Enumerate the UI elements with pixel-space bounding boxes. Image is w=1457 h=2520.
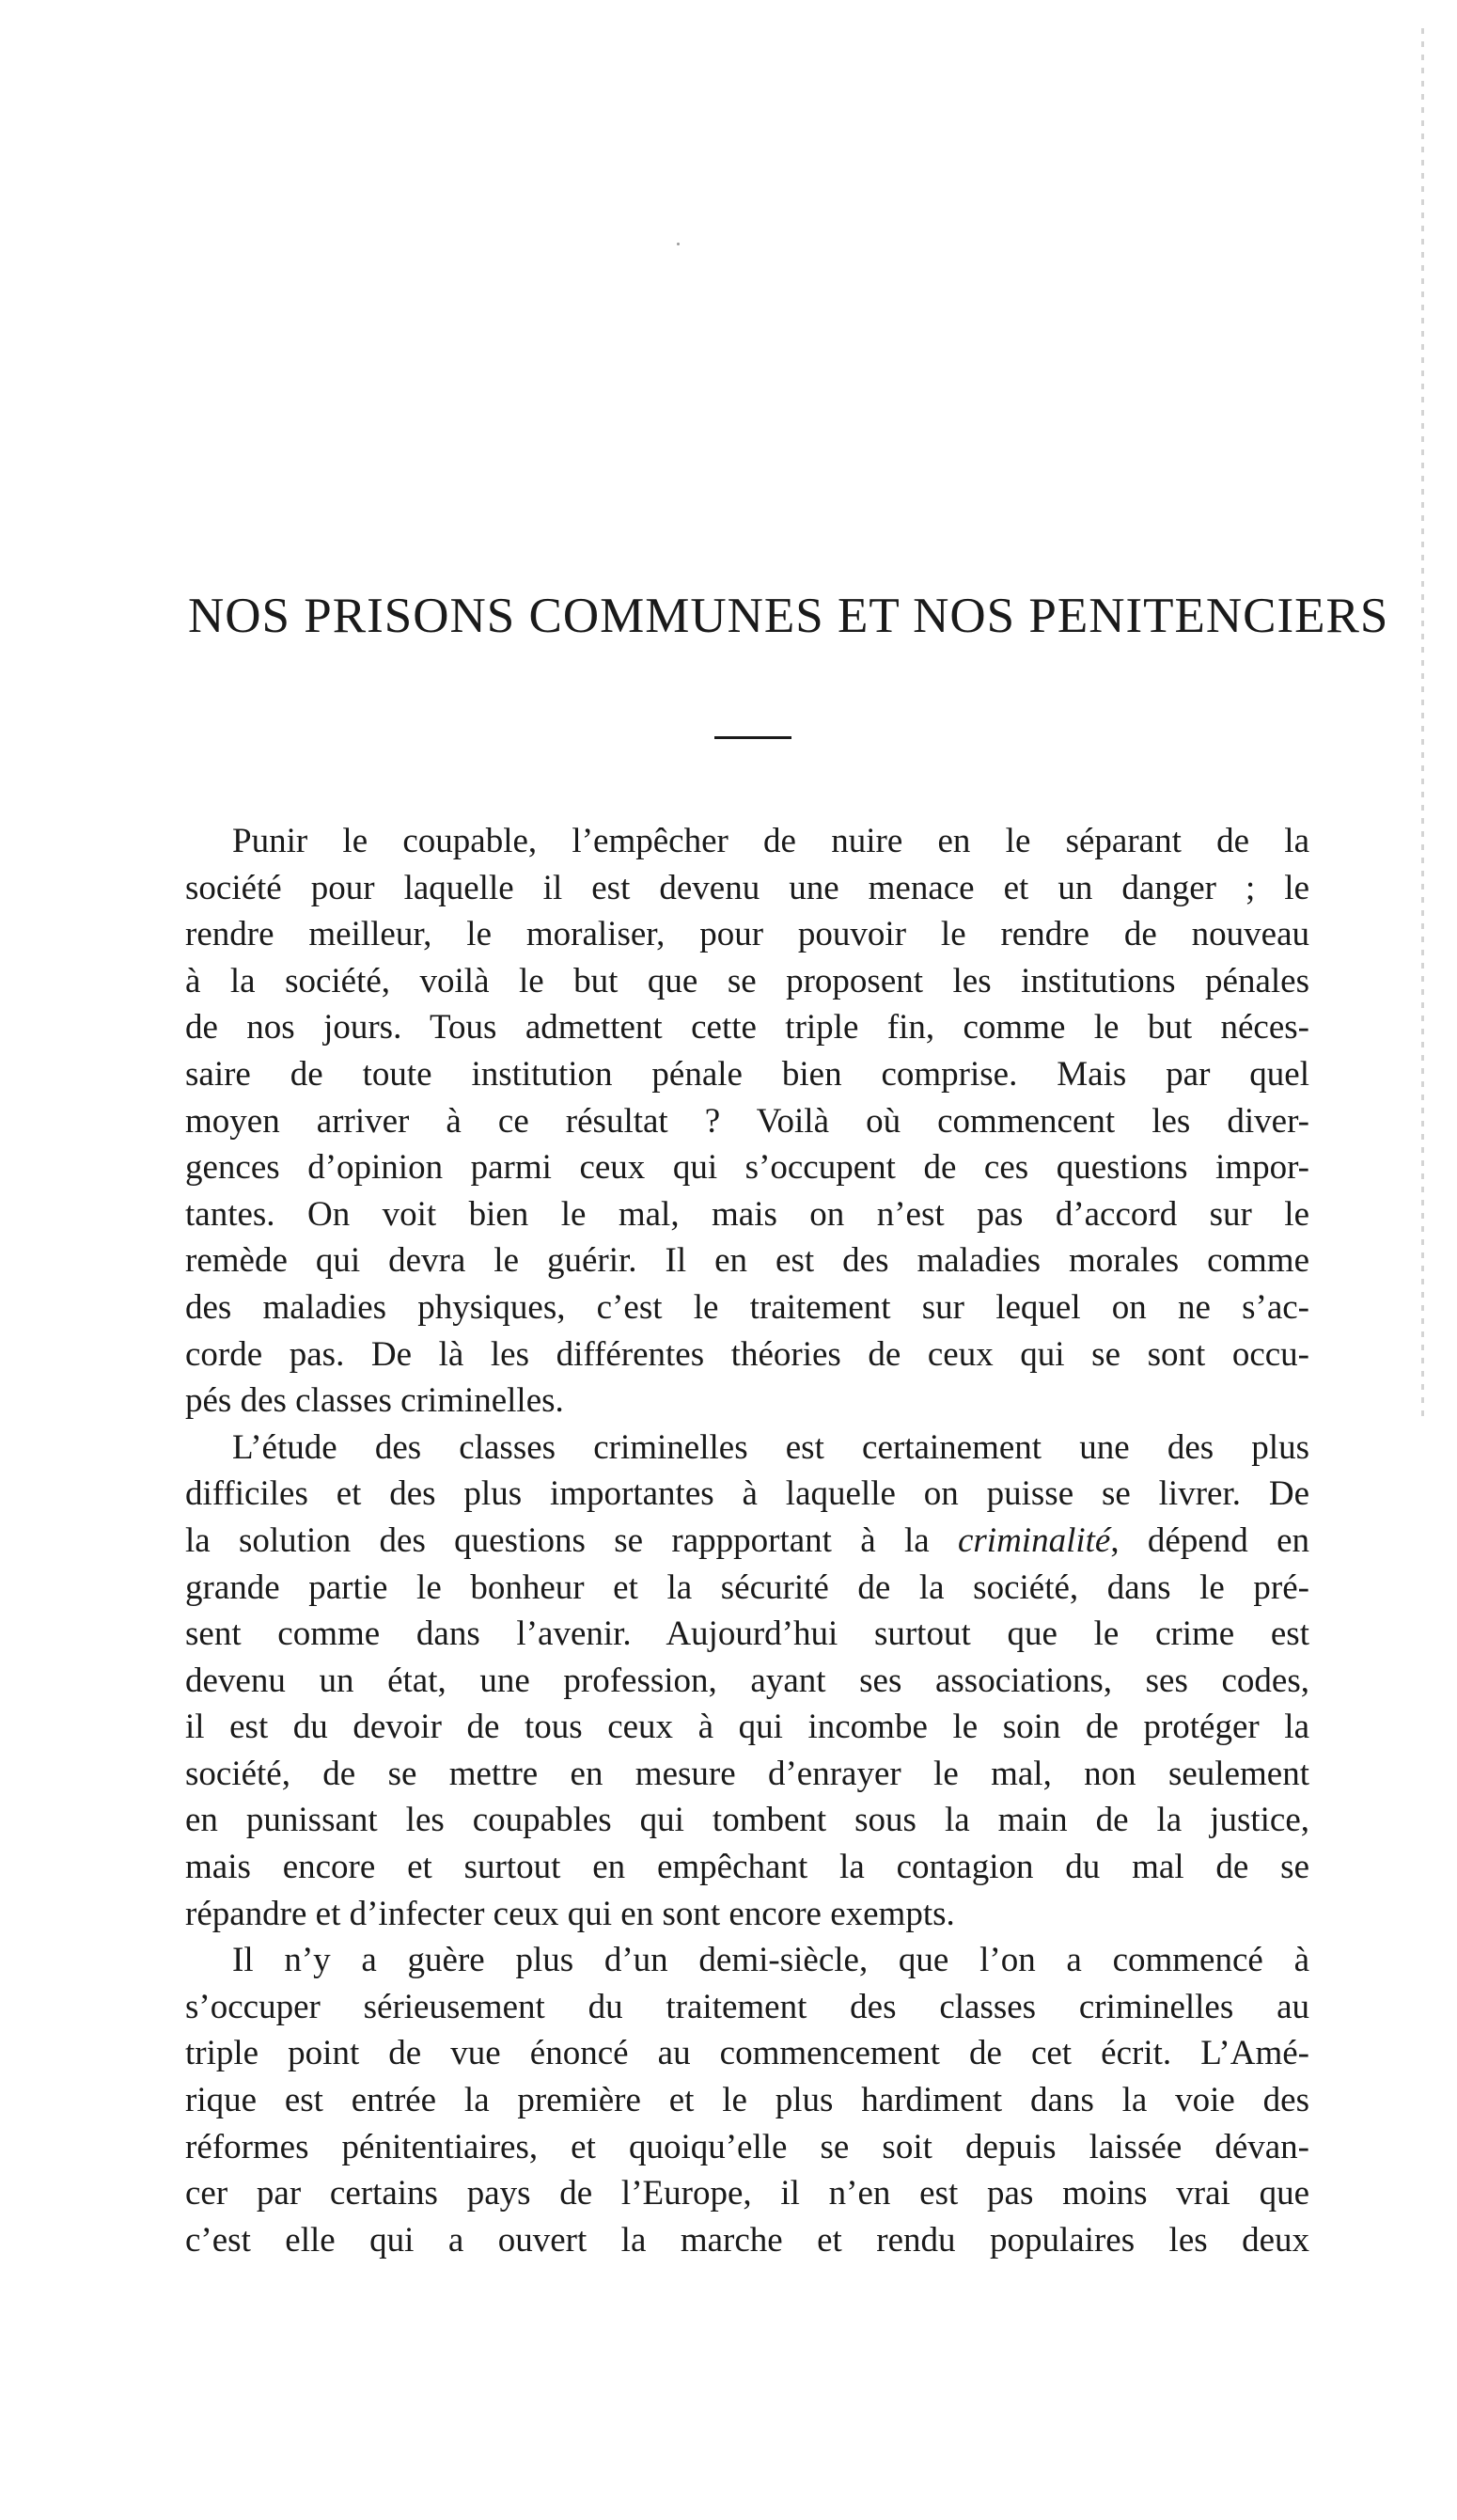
body-text bbox=[185, 818, 1309, 2263]
text-line: de nos jours. Tous admettent cette triple fin, comme le but néces- bbox=[185, 1008, 1309, 1047]
page-title: NOS PRISONS COMMUNES ET NOS PENITENCIERS bbox=[188, 589, 1389, 643]
text-line: s’occuper sérieusement du traitement des classes criminelles au bbox=[185, 1987, 1309, 2026]
text-line: moyen arriver à ce résultat ? Voilà où commencent les diver- bbox=[185, 1101, 1309, 1141]
title-rule bbox=[714, 736, 791, 739]
italic-term: criminalité bbox=[957, 1520, 1111, 1560]
text-line: devenu un état, une profession, ayant ses associations, ses codes, bbox=[185, 1661, 1309, 1700]
text-line: des maladies physiques, c’est le traitement sur lequel on ne s’ac- bbox=[185, 1287, 1309, 1327]
text-line: triple point de vue énoncé au commencement de cet écrit. L’Amé- bbox=[185, 2034, 1309, 2073]
text-line: Punir le coupable, l’empêcher de nuire en le séparant de la bbox=[232, 822, 1309, 860]
text-line: société pour laquelle il est devenu une menace et un danger ; le bbox=[185, 868, 1309, 907]
text-line: mais encore et surtout en empêchant la contagion du mal de se bbox=[185, 1848, 1309, 1887]
text-line: Il n’y a guère plus d’un demi-siècle, que l’on a commencé à bbox=[232, 1941, 1309, 1980]
text-line: répandre et d’infecter ceux qui en sont encore exempts. bbox=[185, 1894, 955, 1933]
scan-speck bbox=[677, 243, 680, 245]
text-line-with-italic bbox=[185, 1518, 1309, 1565]
text-line: société, de se mettre en mesure d’enrayer le mal, non seulement bbox=[185, 1754, 1309, 1793]
text-line: en punissant les coupables qui tombent sous la main de la justice, bbox=[185, 1801, 1309, 1840]
text-line: réformes pénitentiaires, et quoiqu’elle se soit depuis laissée dévan- bbox=[185, 2127, 1309, 2166]
text-line: sent comme dans l’avenir. Aujourd’hui surtout que le crime est bbox=[185, 1614, 1309, 1654]
text-line: saire de toute institution pénale bien comprise. Mais par quel bbox=[185, 1054, 1309, 1094]
text-line: cer par certains pays de l’Europe, il n’en est pas moins vrai que bbox=[185, 2174, 1309, 2213]
text-line: à la société, voilà le but que se proposent les institutions pénales bbox=[185, 961, 1309, 1000]
text-line: grande partie le bonheur et la sécurité de la société, dans le pré- bbox=[185, 1567, 1309, 1607]
text-line: difficiles et des plus importantes à laquelle on puisse se livrer. De bbox=[185, 1474, 1309, 1514]
text-line: tantes. On voit bien le mal, mais on n’est pas d’accord sur le bbox=[185, 1194, 1309, 1234]
text-line: c’est elle qui a ouvert la marche et rendu populaires les deux bbox=[185, 2220, 1309, 2260]
text-line: L’étude des classes criminelles est certainement une des plus bbox=[232, 1427, 1309, 1467]
text-line: pés des classes criminelles. bbox=[185, 1381, 564, 1421]
text-segment: la solution des questions se rappportant à la bbox=[185, 1520, 930, 1560]
text-line: remède qui devra le guérir. Il en est des maladies morales comme bbox=[185, 1241, 1309, 1281]
text-segment: , dépend en bbox=[1110, 1520, 1309, 1560]
text-line: il est du devoir de tous ceux à qui incombe le soin de protéger la bbox=[185, 1708, 1309, 1747]
scan-edge-artifact bbox=[1421, 28, 1424, 1420]
text-line: rendre meilleur, le moraliser, pour pouvoir le rendre de nouveau bbox=[185, 915, 1309, 954]
text-line: corde pas. De là les différentes théories de ceux qui se sont occu- bbox=[185, 1334, 1309, 1374]
text-line: gences d’opinion parmi ceux qui s’occupent de ces questions impor- bbox=[185, 1148, 1309, 1188]
text-line: rique est entrée la première et le plus hardiment dans la voie des bbox=[185, 2081, 1309, 2120]
